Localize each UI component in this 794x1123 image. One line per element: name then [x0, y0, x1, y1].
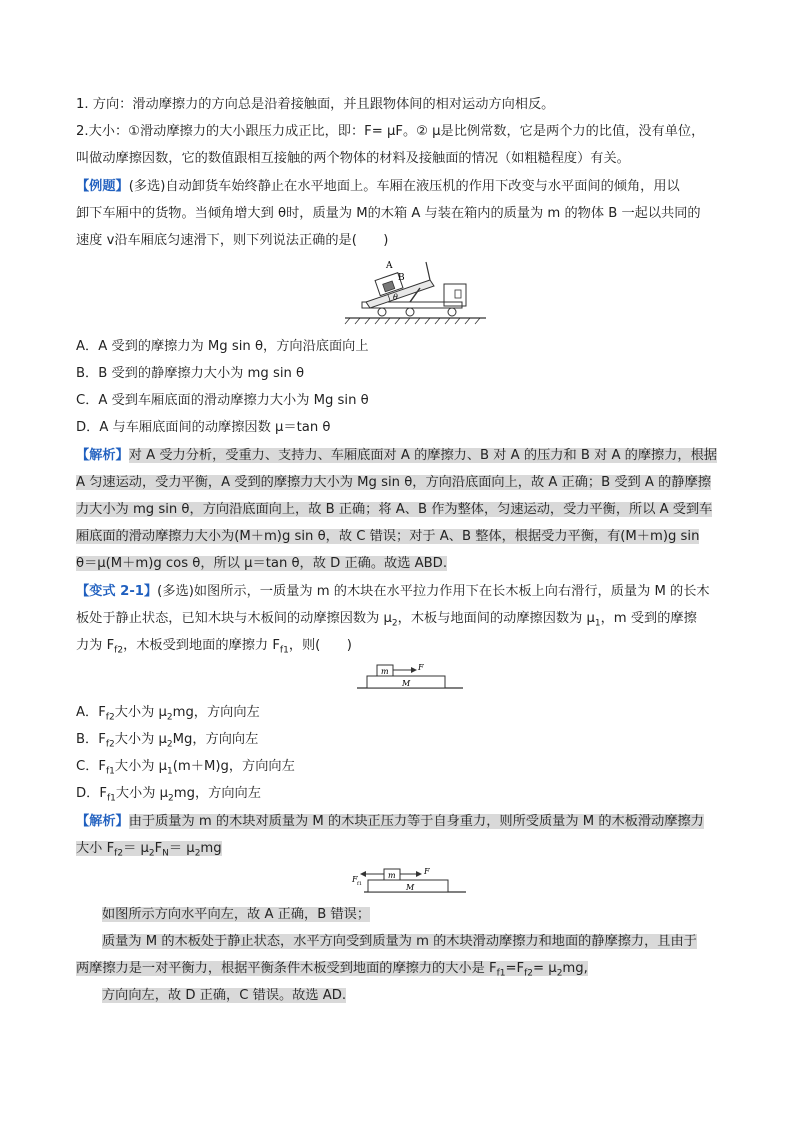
- svg-text:m: m: [381, 667, 389, 676]
- arrow-head: [416, 871, 422, 877]
- analysis-line: 力大小为 mg sin θ，方向沿底面向上，故 B 正确；将 A、B 作为整体，匀速运动，受力平衡，所以 A 受到车: [76, 502, 713, 517]
- option-d: D．$F_{f1}$大小为 $\mu_2mg$，方向向左: [76, 786, 261, 804]
- label-a: A: [386, 261, 393, 271]
- example-text: (多选)自动卸货车始终静止在水平地面上。车厢在液压机的作用下改变与水平面间的倾角，用以: [128, 179, 680, 194]
- text-line: 1. 方向：滑动摩擦力的方向总是沿着接触面，并且跟物体间的相对运动方向相反。: [76, 97, 555, 112]
- svg-text:F: F: [352, 875, 358, 884]
- option-c: C．$F_{f1}$大小为 $\mu_1(m+M)g$，方向向左: [76, 759, 295, 777]
- dump-truck-figure: [340, 252, 490, 326]
- option-b: B．$F_{f2}$大小为 $\mu_2Mg$，方向向左: [76, 732, 259, 750]
- analysis-line: θ＝μ(M＋m)g cos θ，所以 μ＝tan θ，故 D 正确。故选 ABD.: [76, 556, 448, 571]
- analysis-tag: 【解析】: [76, 448, 129, 463]
- tailboard: [426, 262, 430, 280]
- text-line: 质量为 M 的木板处于静止状态，水平方向受到质量为 m 的木块滑动摩擦力和地面的静摩擦力，且由于: [102, 934, 697, 949]
- wheel: [406, 308, 414, 316]
- variant-heading: 【变式 2-1】(多选)如图所示，一质量为 m 的木块在水平拉力作用下在长木板上向右滑行，质量为 M 的长木: [76, 584, 710, 599]
- text-line: 两摩擦力是一对平衡力，根据平衡条件木板受到地面的摩擦力的大小是 $F_{f1}=F_{f2}= \mu_2mg$,: [76, 961, 588, 979]
- svg-text:M: M: [406, 883, 415, 892]
- text-line: 卸下车厢中的货物。当倾角增大到 θ时，质量为 M的木箱 A 与装在箱内的质量为 m 的物体 B 一起以共同的: [76, 206, 701, 221]
- ground-hatch: [345, 318, 480, 324]
- board-force-figure: [350, 862, 470, 896]
- wheel: [378, 308, 386, 316]
- text-line: 方向向左，故 D 正确，C 错误。故选 AD.: [102, 988, 347, 1003]
- label-theta: θ: [393, 293, 398, 302]
- variant-tag: 【变式 2-1】: [76, 584, 158, 599]
- text-line: 如图所示方向水平向左，故 A 正确，B 错误；: [102, 907, 371, 922]
- option-b: B．B 受到的静摩擦力大小为 mg sin θ: [76, 366, 305, 381]
- option-a: A．$F_{f2}$大小为 $\mu_2mg$，方向向左: [76, 705, 260, 723]
- text-line: 力为 $F_{f2}$，木板受到地面的摩擦力 $F_{f1}$，则( ): [76, 638, 352, 656]
- analysis-line: A 匀速运动，受力平衡，A 受到的摩擦力大小为 Mg sin θ，方向沿底面向上，故 A 正确；B 受到 A 的静摩擦: [76, 475, 711, 490]
- analysis-tag: 【解析】: [76, 814, 129, 829]
- text-line: 板处于静止状态，已知木块与木板间的动摩擦因数为 $\mu_2$，木板与地面间的动摩擦因数为 $\mu_1$，m 受到的摩擦: [76, 611, 697, 629]
- svg-text:F: F: [424, 867, 430, 876]
- block-board-figure: [355, 660, 465, 692]
- arrow-head: [360, 871, 366, 877]
- cab-window: [455, 290, 461, 298]
- svg-text:m: m: [388, 871, 396, 880]
- label-b: B: [398, 273, 405, 283]
- analysis-line: 【解析】由于质量为 m 的木块对质量为 M 的木块正压力等于自身重力，则所受质量为 M 的木板滑动摩擦力: [76, 814, 704, 829]
- option-a: A．A 受到的摩擦力为 Mg sin θ，方向沿底面向上: [76, 339, 369, 354]
- arrow-head: [411, 667, 417, 673]
- svg-text:f1: f1: [357, 881, 363, 887]
- svg-text:M: M: [402, 679, 411, 688]
- text-line: 速度 v沿车厢底匀速滑下，则下列说法正确的是( ): [76, 233, 389, 248]
- svg-text:F: F: [418, 663, 424, 672]
- option-c: C．A 受到车厢底面的滑动摩擦力大小为 Mg sin θ: [76, 393, 369, 408]
- wheel: [448, 308, 456, 316]
- analysis-line: 厢底面的滑动摩擦力大小为(M＋m)g sin θ，故 C 错误；对于 A、B 整体，根据受力平衡，有(M＋m)g sin: [76, 529, 700, 544]
- option-d: D．A 与车厢底面间的动摩擦因数 μ＝tan θ: [76, 420, 331, 435]
- text-line: 2.大小：①滑动摩擦力的大小跟压力成正比，即：F= μF。② μ是比例常数，它是两个力的比值，没有单位，: [76, 124, 705, 139]
- analysis-line: 大小 $F_{f2}= \mu_2F_N= \mu_2mg$: [76, 841, 222, 859]
- example-tag: 【例题】: [76, 179, 129, 194]
- text-line: 叫做动摩擦因数，它的数值跟相互接触的两个物体的材料及接触面的情况（如粗糙程度）有关。: [76, 151, 630, 166]
- example-heading: [76, 178, 680, 196]
- analysis-line: 【解析】对 A 受力分析，受重力、支持力、车厢底面对 A 的摩擦力、B 对 A 的压力和 B 对 A 的摩擦力，根据: [76, 448, 717, 463]
